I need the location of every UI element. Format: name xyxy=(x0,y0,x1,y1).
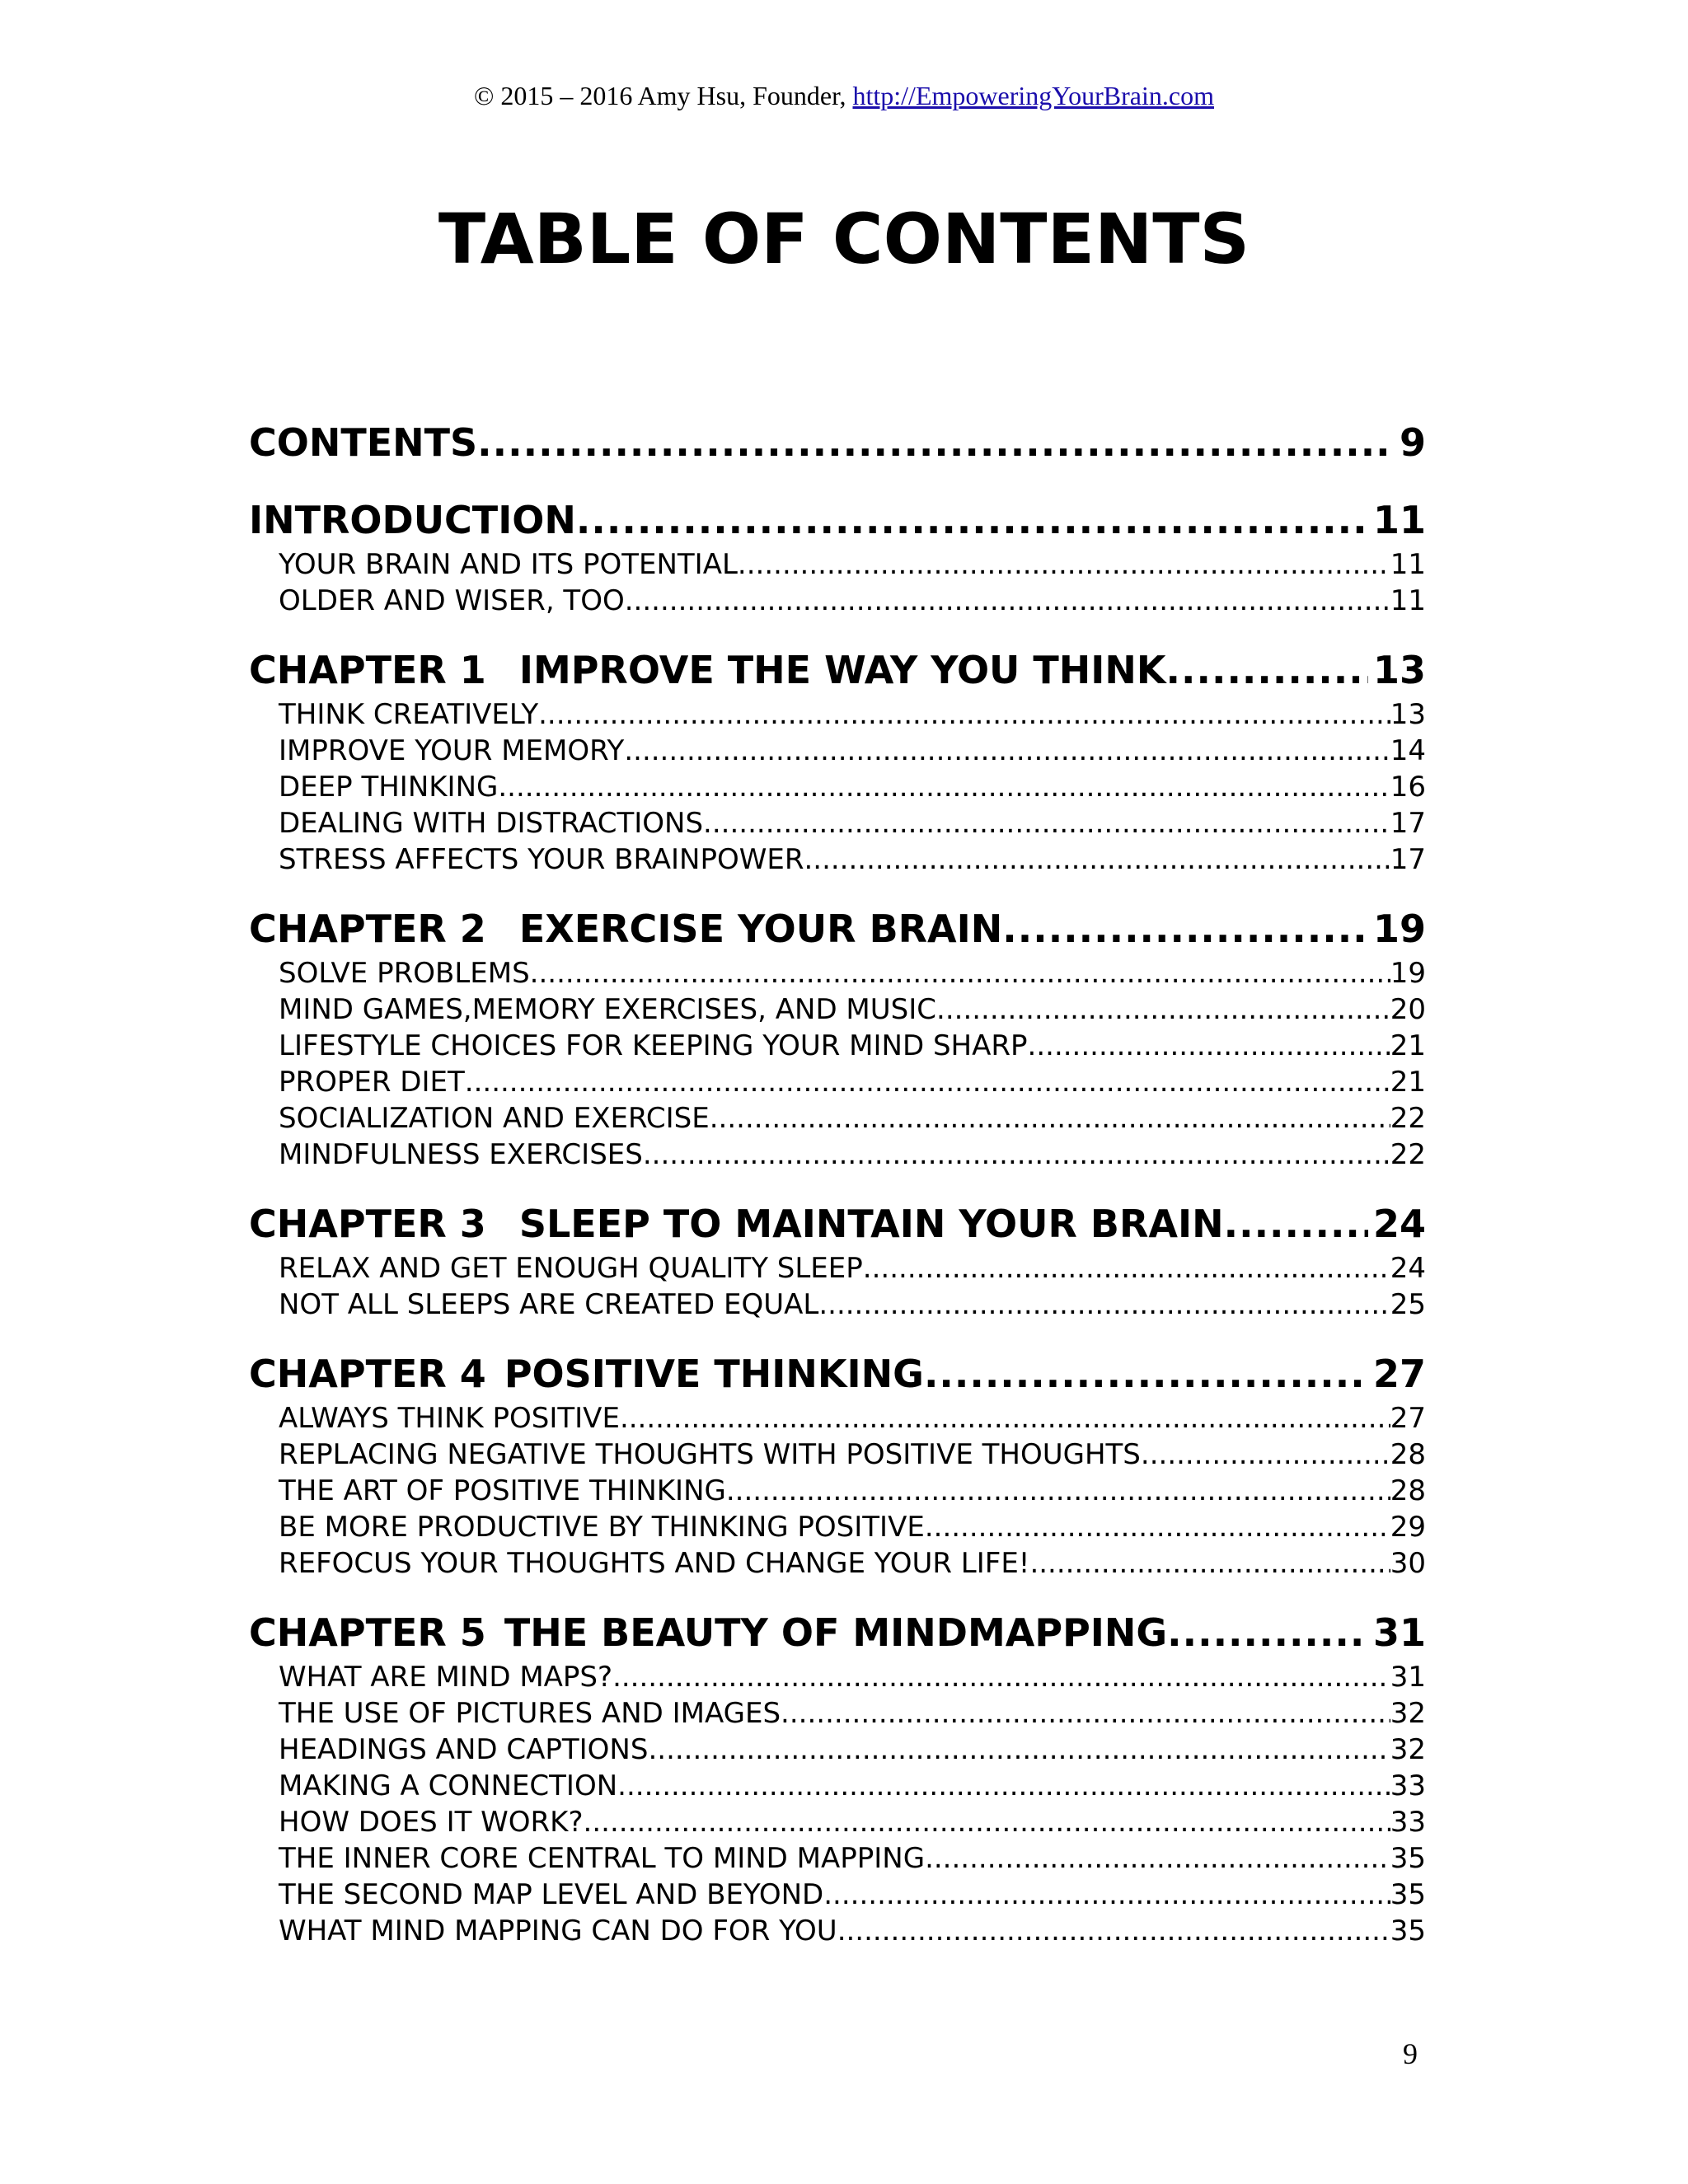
toc-subentry[interactable] xyxy=(249,1732,1426,1768)
toc-subentry-label: LIFESTYLE CHOICES FOR KEEPING YOUR MIND SHARP xyxy=(279,1029,1028,1062)
toc-subentry[interactable] xyxy=(249,1509,1426,1545)
dot-leader xyxy=(1141,1436,1390,1473)
toc-subentry-page: 21 xyxy=(1390,1029,1426,1062)
toc-subentry-page: 35 xyxy=(1390,1842,1426,1875)
toc-entry-label: CONTENTS xyxy=(249,420,478,465)
toc-subentry-page: 33 xyxy=(1390,1806,1426,1839)
toc-subentry[interactable] xyxy=(249,546,1426,583)
toc-entry-label xyxy=(249,1347,924,1400)
toc-subentry-label: THE USE OF PICTURES AND IMAGES xyxy=(279,1697,781,1730)
toc-subentry[interactable] xyxy=(249,841,1426,878)
toc-subentry-page: 33 xyxy=(1390,1769,1426,1802)
toc-subentry-label: PROPER DIET xyxy=(279,1066,465,1099)
toc-subentry-page: 31 xyxy=(1390,1661,1426,1694)
toc-subentry[interactable] xyxy=(249,1436,1426,1473)
chapter-number: CHAPTER 4 xyxy=(249,1352,486,1396)
toc-subentry-label: OLDER AND WISER, TOO xyxy=(279,584,625,617)
toc-entry-page: 31 xyxy=(1372,1610,1426,1655)
dot-leader xyxy=(584,1804,1390,1840)
toc-subentry[interactable] xyxy=(249,583,1426,619)
chapter-title: IMPROVE THE WAY YOU THINK xyxy=(518,648,1166,692)
dot-leader xyxy=(781,1695,1390,1732)
toc-subentry-page: 27 xyxy=(1390,1402,1426,1435)
page-number: 9 xyxy=(1403,2037,1418,2070)
toc-subentry[interactable] xyxy=(249,1250,1426,1286)
toc-subentry[interactable] xyxy=(249,696,1426,733)
toc-subentry-page: 13 xyxy=(1390,698,1426,731)
toc-entry-label xyxy=(249,1606,1167,1659)
toc-subentry-page: 16 xyxy=(1390,771,1426,804)
toc-subentry-label: HOW DOES IT WORK? xyxy=(279,1806,584,1839)
dot-leader xyxy=(625,583,1390,619)
toc-subentry-label: MIND GAMES,MEMORY EXERCISES, AND MUSIC xyxy=(279,993,937,1026)
dot-leader xyxy=(823,1877,1390,1913)
toc-subentry-page: 11 xyxy=(1390,584,1426,617)
toc-entry-page: 24 xyxy=(1372,1202,1426,1246)
toc-entry-chapter-3[interactable] xyxy=(249,1197,1426,1250)
toc-subentry-label: SOCIALIZATION AND EXERCISE xyxy=(279,1102,710,1135)
toc-subentry-label: MAKING A CONNECTION xyxy=(279,1769,618,1802)
toc-subentry-label: STRESS AFFECTS YOUR BRAINPOWER xyxy=(279,843,804,876)
toc-subentry[interactable] xyxy=(249,1804,1426,1840)
toc-subentry-label: REFOCUS YOUR THOUGHTS AND CHANGE YOUR LIFE! xyxy=(279,1547,1030,1580)
dot-leader xyxy=(617,1768,1390,1804)
toc-subentry-page: 17 xyxy=(1390,843,1426,876)
chapter-title: SLEEP TO MAINTAIN YOUR BRAIN xyxy=(518,1202,1224,1246)
dot-leader xyxy=(576,494,1368,546)
dot-leader xyxy=(837,1913,1390,1949)
toc-subentry-page: 35 xyxy=(1390,1878,1426,1911)
toc-subentry[interactable] xyxy=(249,1877,1426,1913)
dot-leader xyxy=(538,696,1390,733)
toc-subentry[interactable] xyxy=(249,1473,1426,1509)
toc-subentry[interactable] xyxy=(249,1064,1426,1100)
chapter-title: POSITIVE THINKING xyxy=(504,1352,924,1396)
toc-subentry-page: 32 xyxy=(1390,1733,1426,1766)
toc-entry-page: 27 xyxy=(1372,1352,1426,1396)
toc-subentry[interactable] xyxy=(249,1768,1426,1804)
dot-leader xyxy=(620,1400,1390,1436)
toc-subentry-label: HEADINGS AND CAPTIONS xyxy=(279,1733,649,1766)
page-title: TABLE OF CONTENTS xyxy=(438,199,1250,279)
dot-leader xyxy=(1166,644,1368,696)
toc-entry-page: 11 xyxy=(1372,498,1426,542)
dot-leader xyxy=(612,1659,1390,1695)
chapter-number: CHAPTER 5 xyxy=(249,1610,486,1655)
dot-leader xyxy=(1029,1545,1390,1582)
toc-entry-chapter-2[interactable] xyxy=(249,902,1426,955)
toc-subentry-page: 35 xyxy=(1390,1915,1426,1947)
chapter-title: EXERCISE YOUR BRAIN xyxy=(518,907,1003,951)
dot-leader xyxy=(936,991,1390,1028)
toc-subentry-page: 21 xyxy=(1390,1066,1426,1099)
dot-leader xyxy=(726,1473,1390,1509)
toc-subentry-page: 29 xyxy=(1390,1511,1426,1544)
toc-entry-chapter-4[interactable] xyxy=(249,1347,1426,1400)
toc-subentry-page: 32 xyxy=(1390,1697,1426,1730)
chapter-number: CHAPTER 1 xyxy=(249,648,486,692)
dot-leader xyxy=(925,1509,1390,1545)
toc-subentry-page: 25 xyxy=(1390,1288,1426,1321)
dot-leader xyxy=(498,769,1390,805)
toc-subentry[interactable] xyxy=(249,1028,1426,1064)
dot-leader xyxy=(925,1840,1390,1877)
toc-subentry-label: BE MORE PRODUCTIVE BY THINKING POSITIVE xyxy=(279,1511,925,1544)
page-header xyxy=(0,79,1688,112)
toc-subentry-page: 11 xyxy=(1390,548,1426,581)
dot-leader xyxy=(1167,1606,1368,1659)
toc-subentry-label: ALWAYS THINK POSITIVE xyxy=(279,1402,620,1435)
toc-subentry[interactable] xyxy=(249,1695,1426,1732)
dot-leader xyxy=(1224,1197,1368,1250)
toc-entry-page: 19 xyxy=(1372,907,1426,951)
toc-entry-chapter-1[interactable] xyxy=(249,644,1426,696)
toc-entry-label: INTRODUCTION xyxy=(249,498,576,542)
dot-leader xyxy=(703,805,1390,841)
toc-subentry[interactable] xyxy=(249,1545,1426,1582)
toc-entry-chapter-5[interactable] xyxy=(249,1606,1426,1659)
toc-subentry[interactable] xyxy=(249,805,1426,841)
toc-subentry-page: 22 xyxy=(1390,1102,1426,1135)
toc-subentry-page: 17 xyxy=(1390,807,1426,840)
toc-subentry-page: 20 xyxy=(1390,993,1426,1026)
toc-subentry[interactable] xyxy=(249,1286,1426,1323)
toc-subentry[interactable] xyxy=(249,955,1426,991)
dot-leader xyxy=(863,1250,1390,1286)
toc-subentry-label: MINDFULNESS EXERCISES xyxy=(279,1138,643,1171)
toc-subentry-label: SOLVE PROBLEMS xyxy=(279,957,530,990)
dot-leader xyxy=(530,955,1390,991)
toc-subentry-label: REPLACING NEGATIVE THOUGHTS WITH POSITIVE THOUGHTS xyxy=(279,1438,1141,1471)
toc-subentry-page: 28 xyxy=(1390,1474,1426,1507)
dot-leader xyxy=(465,1064,1390,1100)
toc-subentry-page: 22 xyxy=(1390,1138,1426,1171)
toc-subentry-label: WHAT ARE MIND MAPS? xyxy=(279,1661,613,1694)
toc-subentry[interactable] xyxy=(249,1659,1426,1695)
toc-subentry-label: THE SECOND MAP LEVEL AND BEYOND xyxy=(279,1878,824,1911)
toc-subentry[interactable] xyxy=(249,991,1426,1028)
dot-leader xyxy=(1028,1028,1390,1064)
toc-entry-label xyxy=(249,644,1166,696)
dot-leader xyxy=(710,1100,1390,1137)
toc-subentry-page: 24 xyxy=(1390,1252,1426,1285)
dot-leader xyxy=(738,546,1390,583)
toc-subentry-page: 30 xyxy=(1390,1547,1426,1580)
toc-subentry-label: DEEP THINKING xyxy=(279,771,499,804)
chapter-number: CHAPTER 3 xyxy=(249,1202,486,1246)
toc-subentry-page: 19 xyxy=(1390,957,1426,990)
toc-entry-page: 13 xyxy=(1372,648,1426,692)
toc-entry-contents[interactable] xyxy=(249,416,1426,469)
toc-subentry[interactable] xyxy=(249,733,1426,769)
toc-subentry-label: THE ART OF POSITIVE THINKING xyxy=(279,1474,726,1507)
toc-subentry[interactable] xyxy=(249,1840,1426,1877)
dot-leader xyxy=(643,1137,1390,1173)
toc-subentry-page: 28 xyxy=(1390,1438,1426,1471)
toc-subentry[interactable] xyxy=(249,1137,1426,1173)
toc-subentry[interactable] xyxy=(249,1400,1426,1436)
website-link[interactable]: http://EmpoweringYourBrain.com xyxy=(852,81,1214,110)
toc-subentry[interactable] xyxy=(249,1100,1426,1137)
toc-entry-label xyxy=(249,902,1002,955)
toc-entry-page: 9 xyxy=(1399,420,1426,465)
toc-subentry-label: IMPROVE YOUR MEMORY xyxy=(279,734,625,767)
toc-subentry-label: THINK CREATIVELY xyxy=(279,698,539,731)
toc-subentry-label: RELAX AND GET ENOUGH QUALITY SLEEP xyxy=(279,1252,863,1285)
toc-entry-introduction[interactable] xyxy=(249,494,1426,546)
dot-leader xyxy=(804,841,1390,878)
toc-subentry-label: NOT ALL SLEEPS ARE CREATED EQUAL xyxy=(279,1288,819,1321)
toc-subentry-label: THE INNER CORE CENTRAL TO MIND MAPPING xyxy=(279,1842,926,1875)
toc-subentry[interactable] xyxy=(249,769,1426,805)
chapter-title: THE BEAUTY OF MINDMAPPING xyxy=(504,1610,1168,1655)
copyright-text: © 2015 – 2016 Amy Hsu, Founder, xyxy=(474,81,853,110)
dot-leader xyxy=(924,1347,1368,1400)
chapter-number: CHAPTER 2 xyxy=(249,907,486,951)
dot-leader xyxy=(818,1286,1390,1323)
dot-leader xyxy=(624,733,1390,769)
toc-subentry[interactable] xyxy=(249,1913,1426,1949)
toc-subentry-label: WHAT MIND MAPPING CAN DO FOR YOU xyxy=(279,1915,837,1947)
toc-subentry-label: YOUR BRAIN AND ITS POTENTIAL xyxy=(279,548,738,581)
toc-subentry-label: DEALING WITH DISTRACTIONS xyxy=(279,807,704,840)
toc-subentry-page: 14 xyxy=(1390,734,1426,767)
table-of-contents xyxy=(249,416,1426,1949)
toc-entry-label xyxy=(249,1197,1224,1250)
dot-leader xyxy=(1002,902,1368,955)
dot-leader xyxy=(477,416,1395,469)
dot-leader xyxy=(648,1732,1390,1768)
